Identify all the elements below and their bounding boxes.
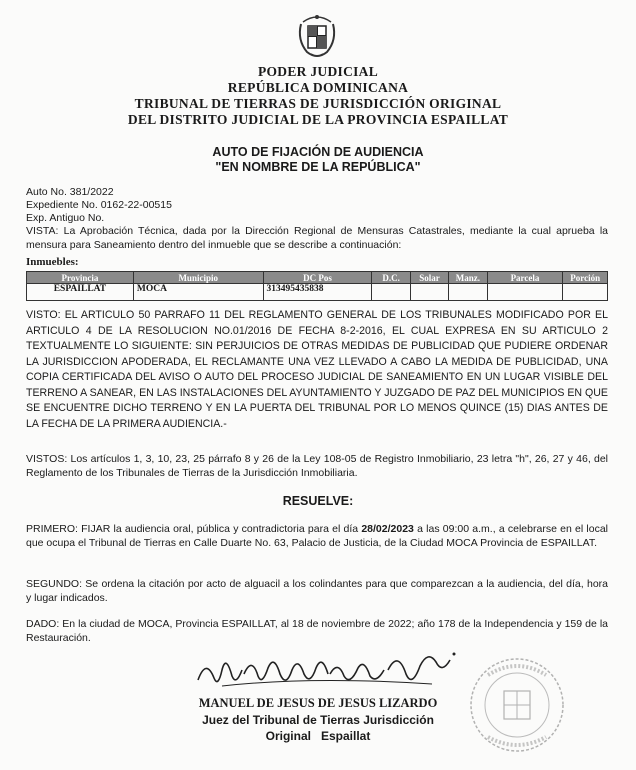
inmuebles-table	[26, 271, 608, 301]
cell-provincia: ESPAILLAT	[27, 284, 134, 301]
cell-municipio: MOCA	[133, 284, 263, 301]
header-line-4: DEL DISTRITO JUDICIAL DE LA PROVINCIA ESPAILLAT	[127, 112, 509, 127]
primero-text-after: a las 09:00 a.m., a celebrarse en el local que ocupa el Tribunal de Tierras en Calle Duarte No. 63, Palacio de Justicia, de la Ciudad MOCA Provincia de ESPAILLAT.	[26, 523, 608, 549]
primero-text-before: PRIMERO: FIJAR la audiencia oral, pública y contradictoria para el día	[26, 523, 362, 535]
document-subtitle: "EN NOMBRE DE LA REPÚBLICA"	[215, 160, 421, 174]
col-provincia: Provincia	[27, 272, 134, 284]
expediente-number: Expediente No. 0162-22-00515	[26, 199, 172, 211]
col-dc: D.C.	[372, 272, 410, 284]
table-row	[27, 284, 608, 301]
col-dcpos: DC Pos	[263, 272, 372, 284]
cell-parcela	[487, 284, 563, 301]
resuelve-heading: RESUELVE:	[282, 494, 354, 508]
dado-paragraph: DADO: En la ciudad de MOCA, Provincia ESPAILLAT, al 18 de noviembre de 2022; año 178 de la Independencia y 159 de la Restauración.	[26, 618, 608, 644]
handwritten-signature-icon	[192, 640, 472, 702]
judge-name: MANUEL DE JESUS DE JESUS LIZARDO	[198, 696, 438, 710]
cell-dcpos: 313495435838	[263, 284, 372, 301]
cell-manz	[449, 284, 487, 301]
header-line-2: REPÚBLICA DOMINICANA	[227, 80, 409, 95]
col-porcion: Porción	[563, 272, 608, 284]
vistos-paragraph: VISTOS: Los artículos 1, 3, 10, 23, 25 párrafo 8 y 26 de la Ley 108-05 de Registro Inmobiliario, 23 letra "h", 26, 27 y 46, del Reglamento de los Tribunales de Tierras de la Jurisdicción Inmobiliaria.	[26, 453, 608, 479]
judge-role-line-1: Juez del Tribunal de Tierras Jurisdicción	[202, 713, 434, 727]
header-line-1: PODER JUDICIAL	[257, 64, 379, 79]
cell-solar	[410, 284, 448, 301]
col-manz: Manz.	[449, 272, 487, 284]
judge-role-line-2: Original Espaillat	[265, 729, 371, 743]
vista-paragraph: VISTA: La Aprobación Técnica, dada por la Dirección Regional de Mensuras Catastrales, mediante la cual aprueba la mensura para Saneamiento dentro del inmueble que se describe a continuación:	[26, 225, 608, 251]
auto-number: Auto No. 381/2022	[26, 186, 114, 198]
coat-of-arms-icon	[293, 10, 341, 62]
audiencia-date: 28/02/2023	[361, 523, 414, 535]
col-municipio: Municipio	[133, 272, 263, 284]
segundo-paragraph: SEGUNDO: Se ordena la citación por acto de alguacil a los colindantes para que comparezcan a la audiencia, del día, hora y lugar indicados.	[26, 578, 608, 604]
inmuebles-label: Inmuebles:	[26, 256, 79, 268]
expediente-antiguo: Exp. Antiguo No.	[26, 212, 105, 224]
col-parcela: Parcela	[487, 272, 563, 284]
cell-dc	[372, 284, 410, 301]
header-line-3: TRIBUNAL DE TIERRAS DE JURISDICCIÓN ORIGINAL	[134, 96, 502, 111]
document-title: AUTO DE FIJACIÓN DE AUDIENCIA	[212, 145, 424, 159]
primero-paragraph	[26, 523, 608, 550]
col-solar: Solar	[410, 272, 448, 284]
cell-porcion	[563, 284, 608, 301]
visto-paragraph: VISTO: EL ARTICULO 50 PARRAFO 11 DEL REGLAMENTO GENERAL DE LOS TRIBUNALES MODIFICADO POR EL ARTICULO 4 DE LA RESOLUCION NO.01/2016 DE FECHA 8-2-2016, EL CUAL EXPRESA EN SU ARTICULO 2 TEXTUALMENTE LO SIGUIENTE: SIN PERJUICIOS DE OTRAS MEDIDAS DE PUBLICIDAD QUE PUDIERE ORDENAR LA JURISDICCION APODERADA, EL RECLAMANTE UNA VEZ LLEVADO A CABO LA MEDIDA DE PUBLICIDAD, UNA COPIA CERTIFICADA DEL AVISO O AUTO DEL PROCESO JUDICIAL DE SANEAMIENTO EN UN LUGAR VISIBLE DEL TERRENO A SANEAR, EN LAS INSTALACIONES DEL AYUNTAMIENTO Y JUZGADO DE PAZ DEL MUNICIPIOS EN QUE SE ENCUENTRE DICHO TERRENO Y EN LA PUERTA DEL TRIBUNAL POR LO MENOS QUINCE (15) DIAS ANTES DE LA FECHA DE LA PRIMERA AUDIENCIA.-	[26, 309, 608, 430]
